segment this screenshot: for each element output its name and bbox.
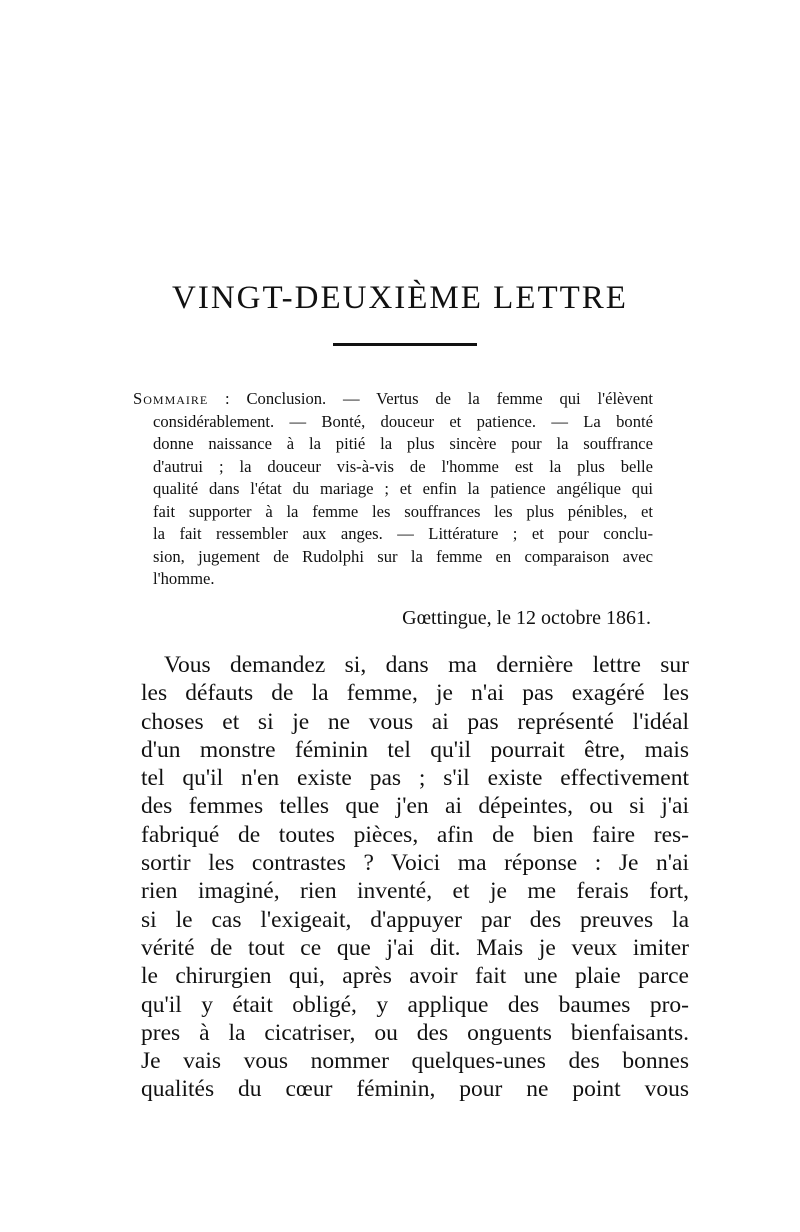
body-line: pres à la cicatriser, ou des onguents bienfaisants. [141, 1019, 689, 1046]
letter-body [141, 651, 689, 1104]
dateline: Gœttingue, le 12 octobre 1861. [402, 607, 651, 629]
summary-line: fait supporter à la femme les souffrances les plus pénibles, et [153, 501, 653, 521]
body-line: les défauts de la femme, je n'ai pas exagéré les [141, 680, 689, 707]
body-line: choses et si je ne vous ai pas représenté l'idéal [141, 708, 689, 735]
summary-line: considérablement. — Bonté, douceur et patience. — La bonté [153, 411, 653, 431]
body-line: rien imaginé, rien inventé, et je me ferais fort, [141, 878, 689, 905]
summary-line: sion, jugement de Rudolphi sur la femme en comparaison avec [153, 546, 653, 566]
summary-line-text: : Conclusion. — Vertus de la femme qui l'élèvent [208, 389, 653, 408]
summary-line: qualité dans l'état du mariage ; et enfin la patience angélique qui [153, 479, 653, 498]
body-line: fabriqué de toutes pièces, afin de bien faire res- [141, 821, 689, 848]
body-line: tel qu'il n'en existe pas ; s'il existe effectivement [141, 765, 689, 792]
body-line: qualités du cœur féminin, pour ne point vous [141, 1076, 689, 1103]
summary-line [133, 388, 653, 411]
summary-line: la fait ressembler aux anges. — Littérature ; et pour conclu- [153, 524, 653, 543]
summary-line: l'homme. [153, 569, 215, 588]
title-divider [333, 343, 477, 346]
letter-title: VINGT-DEUXIÈME LETTRE [172, 280, 628, 316]
body-line: sortir les contrastes ? Voici ma réponse : Je n'ai [141, 850, 689, 877]
summary-label: Sommaire [133, 389, 209, 408]
summary-block [133, 388, 653, 591]
summary-line: donne naissance à la pitié la plus sincère pour la souffrance [153, 434, 653, 453]
body-line: d'un monstre féminin tel qu'il pourrait être, mais [141, 736, 689, 763]
body-line: des femmes telles que j'en ai dépeintes, ou si j'ai [141, 793, 689, 820]
body-line: vérité de tout ce que j'ai dit. Mais je veux imiter [141, 934, 689, 961]
summary-line: d'autrui ; la douceur vis-à-vis de l'homme est la plus belle [153, 456, 653, 476]
body-line: si le cas l'exigeait, d'appuyer par des preuves la [141, 906, 689, 933]
body-line: Vous demandez si, dans ma dernière lettre sur [164, 652, 689, 678]
body-line: Je vais vous nommer quelques-unes des bonnes [141, 1048, 689, 1075]
body-line: qu'il y était obligé, y applique des baumes pro- [141, 991, 689, 1018]
body-line: le chirurgien qui, après avoir fait une plaie parce [141, 963, 689, 990]
